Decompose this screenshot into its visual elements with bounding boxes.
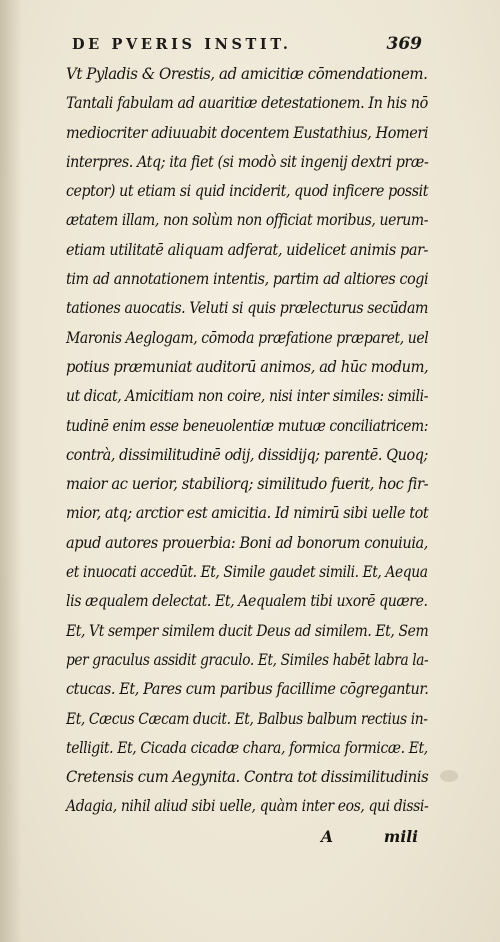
- text-line: Vt Pyladis & Orestis, ad amicitiæ cōmendationem.: [66, 65, 428, 83]
- text-line: ut dicat, Amicitiam non coire, nisi inter similes: simili-: [66, 387, 429, 406]
- text-line: contrà, dissimilitudinē odij, dissidijq; parentē. Quoq;: [66, 445, 428, 464]
- text-line: lis æqualem delectat. Et, Aequalem tibi uxorē quære.: [66, 592, 428, 611]
- text-line: Tantali fabulam ad auaritiæ detestationem. In his nō: [66, 94, 428, 113]
- text-line: tationes auocatis. Veluti si quis prælecturus secūdam: [66, 299, 429, 318]
- paper-stain: [440, 770, 458, 782]
- gutter-shadow: [0, 0, 22, 942]
- text-line: tim ad annotationem intentis, partim ad altiores cogi: [66, 270, 429, 289]
- text-line: mior, atq; arctior est amicitia. Id nimirū sibi uelle tot: [66, 504, 429, 523]
- text-line: et inuocati accedūt. Et, Simile gaudet simili. Et, Aequa: [66, 563, 428, 582]
- signature-mark: A: [321, 826, 334, 846]
- catchword: mili: [383, 826, 418, 846]
- text-line: Et, Cæcus Cæcam ducit. Et, Balbus balbum rectius in-: [66, 709, 428, 728]
- text-line: mediocriter adiuuabit docentem Eustathius, Homeri: [66, 123, 429, 142]
- running-head: DE PVERIS INSTIT.: [72, 36, 292, 53]
- text-line: ceptor) ut etiam si quid inciderit, quod inficere possit: [66, 182, 428, 201]
- text-line: apud autores prouerbia: Boni ad bonorum conuiuia,: [66, 533, 428, 552]
- text-line: maior ac uerior, stabiliorq; similitudo fuerit, hoc fir-: [66, 475, 429, 494]
- text-line: ctucas. Et, Pares cum paribus facillime cōgregantur.: [66, 680, 429, 699]
- text-line: tudinē enim esse beneuolentiæ mutuæ conciliatricem:: [66, 416, 429, 435]
- text-line: potius præmuniat auditorū animos, ad hūc modum,: [66, 357, 429, 376]
- text-line: etiam utilitatē aliquam adferat, uidelicet animis par-: [66, 240, 429, 259]
- page-number: 369: [386, 34, 422, 54]
- text-line: Et, Vt semper similem ducit Deus ad similem. Et, Sem: [66, 621, 429, 640]
- page-footer: [66, 822, 428, 851]
- text-line: Cretensis cum Aegynita. Contra tot dissimilitudinis: [66, 768, 429, 787]
- page-header: [72, 36, 422, 58]
- text-line: ætatem illam, non solùm non officiat moribus, uerum-: [66, 211, 429, 230]
- text-line: telligit. Et, Cicada cicadæ chara, formica formicæ. Et,: [66, 738, 428, 757]
- text-line: Maronis Aeglogam, cōmoda præfatione præparet, uel: [66, 328, 429, 347]
- text-line: interpres. Atq; ita fiet (si modò sit ingenij dextri præ-: [66, 152, 429, 171]
- text-line: per graculus assidit graculo. Et, Similes habēt labra la-: [66, 650, 429, 669]
- body-text: [66, 60, 428, 851]
- text-line: Adagia, nihil aliud sibi uelle, quàm inter eos, qui dissi-: [66, 797, 429, 816]
